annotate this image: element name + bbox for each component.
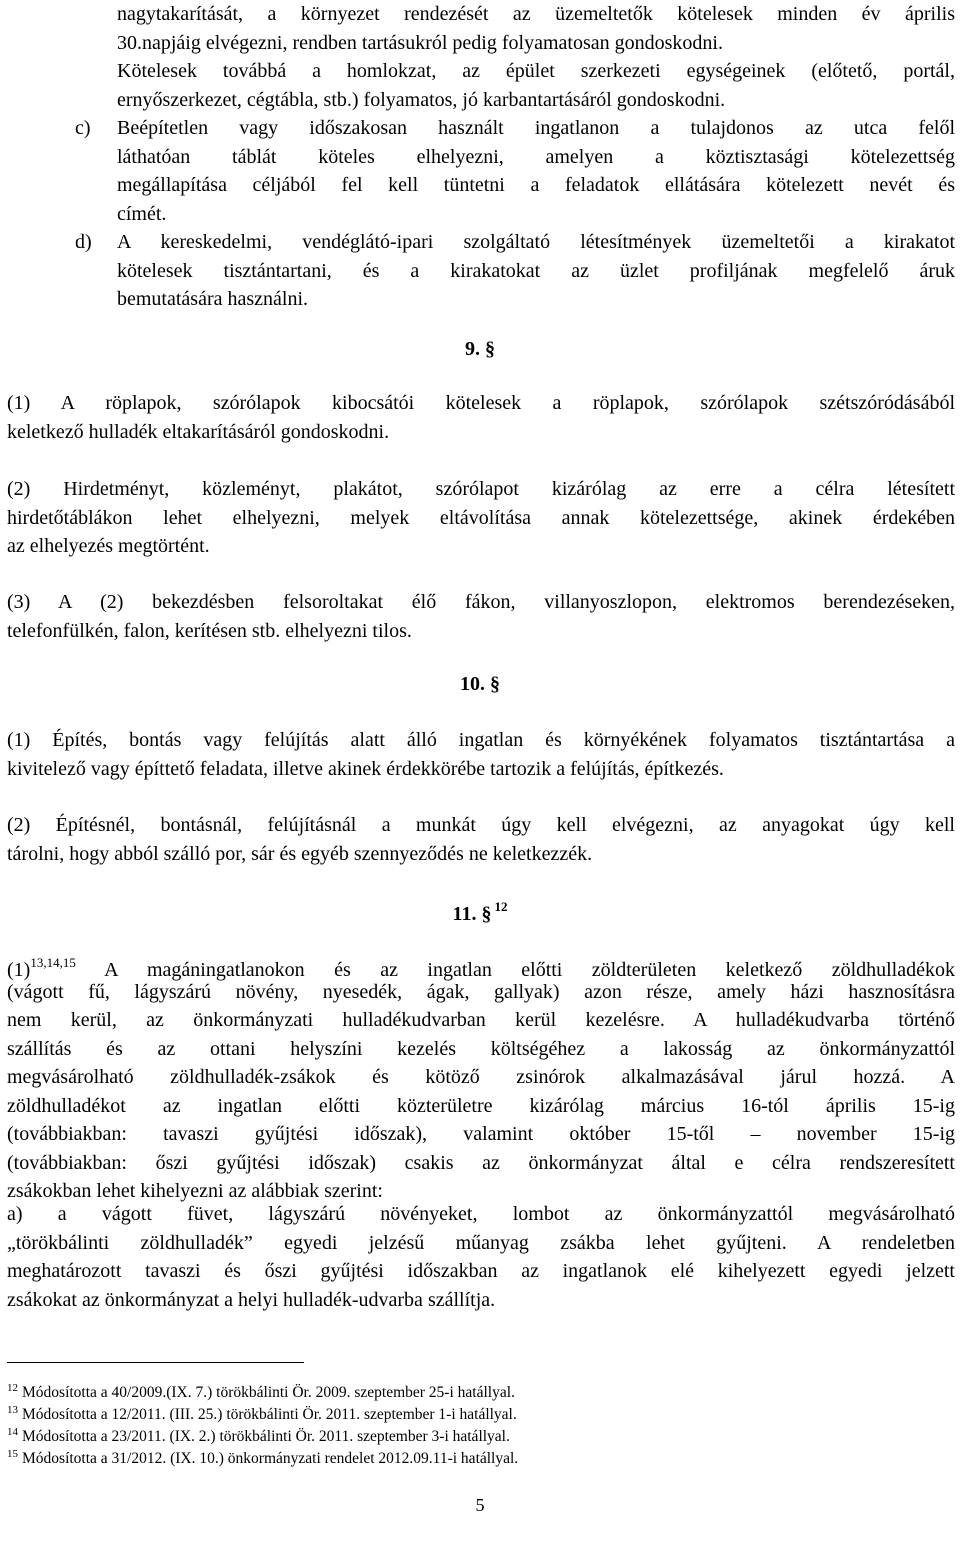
text-line: Beépítetlen vagy időszakosan használt ingatlanon a tulajdonos az utca felől bbox=[117, 117, 955, 139]
text-line: bemutatására használni. bbox=[117, 288, 309, 310]
footnote-ref: 13,14,15 bbox=[30, 955, 76, 970]
text-line: nem kerül, az önkormányzati hulladékudvarban kerül kezelésre. A hulladékudvarba történő bbox=[7, 1009, 955, 1031]
footnote-text: Módosította a 40/2009.(IX. 7.) törökbálinti Ör. 2009. szeptember 25-i hatállyal. bbox=[22, 1384, 515, 1401]
text-line: megállapítása céljából fel kell tüntetni a feladatok ellátására kötelezett nevét és bbox=[117, 174, 955, 196]
section-heading-text: 11. § bbox=[452, 903, 492, 925]
text-line: szállítás és az ottani helyszíni kezelés költségéhez a lakosság az önkormányzattól bbox=[7, 1037, 955, 1060]
section-heading-11 bbox=[0, 892, 960, 925]
text-line: hirdetőtáblákon lehet elhelyezni, melyek eltávolítása annak kötelezettsége, akinek érdekében bbox=[7, 506, 955, 529]
text-line: ernyőszerkezet, cégtábla, stb.) folyamatos, jó karbantartásáról gondoskodni. bbox=[117, 88, 726, 111]
list-marker: d) bbox=[75, 231, 92, 253]
text-line: keletkező hulladék eltakarításáról gondoskodni. bbox=[7, 420, 390, 443]
text-line: (1) A röplapok, szórólapok kibocsátói kötelesek a röplapok, szórólapok szétszóródásából bbox=[7, 392, 955, 414]
text-line: „törökbálinti zöldhulladék” egyedi jelzésű műanyag zsákba lehet gyűjteni. A rendeletben bbox=[7, 1231, 955, 1254]
footnote-number: 12 bbox=[7, 1382, 18, 1394]
footnote bbox=[7, 1443, 947, 1465]
paragraph-number: (1) bbox=[7, 959, 31, 981]
text-line: címét. bbox=[117, 202, 167, 225]
text-line: nagytakarítását, a környezet rendezését az üzemeltetők kötelesek minden év április bbox=[117, 3, 955, 25]
text-line: tárolni, hogy abból szálló por, sár és egyéb szennyeződés ne keletkezzék. bbox=[7, 842, 593, 865]
footnote bbox=[7, 1377, 947, 1399]
footnote-separator bbox=[7, 1362, 304, 1363]
paragraph-10-1 bbox=[7, 726, 955, 783]
text-line: megvásárolható zöldhulladék-zsákok és kötöző zsinórok alkalmazásával járul hozzá. A bbox=[7, 1066, 955, 1088]
text-line: Kötelesek továbbá a homlokzat, az épület szerkezeti egységeinek (előtető, portál, bbox=[117, 60, 955, 82]
text-segment: A magáningatlanokon és az ingatlan előtti zöldterületen keletkező zöldhulladékok bbox=[104, 959, 955, 981]
paragraph-9-3 bbox=[7, 588, 955, 645]
text-line: kötelesek tisztántartani, és a kirakatokat az üzlet profiljának megfelelő áruk bbox=[117, 259, 955, 282]
text-line: az elhelyezés megtörtént. bbox=[7, 535, 210, 557]
text-line: (2) Hirdetményt, közleményt, plakátot, szórólapot kizárólag az erre a célra létesített bbox=[7, 478, 955, 500]
section-heading-10: 10. § bbox=[460, 673, 500, 695]
text-line: láthatóan táblát köteles elhelyezni, amelyen a köztisztasági kötelezettség bbox=[117, 145, 955, 168]
text-line: meghatározott tavaszi és őszi gyűjtési időszakban az ingatlanok elé kihelyezett egyedi jelzett bbox=[7, 1260, 955, 1282]
footnote-number: 15 bbox=[7, 1448, 18, 1460]
continuation-paragraph bbox=[117, 0, 955, 114]
text-line: (vágott fű, lágyszárú növény, nyesedék, ágak, gallyak) azon része, amely házi hasznosításra bbox=[7, 980, 955, 1003]
list-marker: c) bbox=[75, 117, 91, 139]
footnotes bbox=[7, 1377, 947, 1465]
paragraph-11-1 bbox=[7, 949, 955, 1206]
paragraph-9-2 bbox=[7, 475, 955, 561]
paragraph-9-1 bbox=[7, 389, 955, 446]
page-number: 5 bbox=[475, 1495, 485, 1515]
text-line: (továbbiakban: tavaszi gyűjtési időszak), valamint október 15-től – november 15-ig bbox=[7, 1123, 955, 1145]
footnote bbox=[7, 1421, 947, 1443]
footnote-text: Módosította a 31/2012. (IX. 10.) önkormányzati rendelet 2012.09.11-i hatállyal. bbox=[22, 1450, 519, 1467]
footnote-number: 14 bbox=[7, 1426, 18, 1438]
text-line bbox=[7, 949, 955, 981]
text-line: 30.napjáig elvégezni, rendben tartásukról pedig folyamatosan gondoskodni. bbox=[117, 31, 723, 54]
footnote-text: Módosította a 12/2011. (III. 25.) törökbálinti Ör. 2011. szeptember 1-i hatállyal. bbox=[22, 1406, 517, 1423]
text-line: zöldhulladékot az ingatlan előtti közterületre kizárólag március 16-tól április 15-ig bbox=[7, 1094, 955, 1117]
text-line: A kereskedelmi, vendéglátó-ipari szolgáltató létesítmények üzemeltetői a kirakatot bbox=[117, 231, 955, 253]
footnote-number: 13 bbox=[7, 1404, 18, 1416]
footnote-ref: 12 bbox=[494, 899, 508, 914]
text-line: telefonfülkén, falon, kerítésen stb. elhelyezni tilos. bbox=[7, 619, 412, 642]
footnote-text: Módosította a 23/2011. (IX. 2.) törökbálinti Ör. 2011. szeptember 3-i hatállyal. bbox=[22, 1428, 510, 1445]
text-line: (2) Építésnél, bontásnál, felújításnál a munkát úgy kell elvégezni, az anyagokat úgy kell bbox=[7, 814, 955, 836]
section-heading-9: 9. § bbox=[465, 338, 495, 360]
text-line: (3) A (2) bekezdésben felsoroltakat élő fákon, villanyoszlopon, elektromos berendezéseken, bbox=[7, 591, 955, 613]
text-line: zsákokban lehet kihelyezni az alábbiak szerint: bbox=[7, 1180, 383, 1202]
text-line: kivitelező vagy építtető feladata, illetve akinek érdekkörébe tartozik a felújítás, építkezés. bbox=[7, 757, 724, 780]
text-line: a) a vágott füvet, lágyszárú növényeket, lombot az önkormányzattól megvásárolható bbox=[7, 1203, 955, 1225]
paragraph-10-2 bbox=[7, 811, 955, 868]
text-line: (1) Építés, bontás vagy felújítás alatt álló ingatlan és környékének folyamatos tisztántartása a bbox=[7, 729, 955, 751]
footnote bbox=[7, 1399, 947, 1421]
paragraph-11-a bbox=[7, 1200, 955, 1314]
text-line: (továbbiakban: őszi gyűjtési időszak) csakis az önkormányzat által e célra rendszeresített bbox=[7, 1151, 955, 1174]
text-line: zsákokat az önkormányzat a helyi hulladék-udvarba szállítja. bbox=[7, 1288, 496, 1311]
